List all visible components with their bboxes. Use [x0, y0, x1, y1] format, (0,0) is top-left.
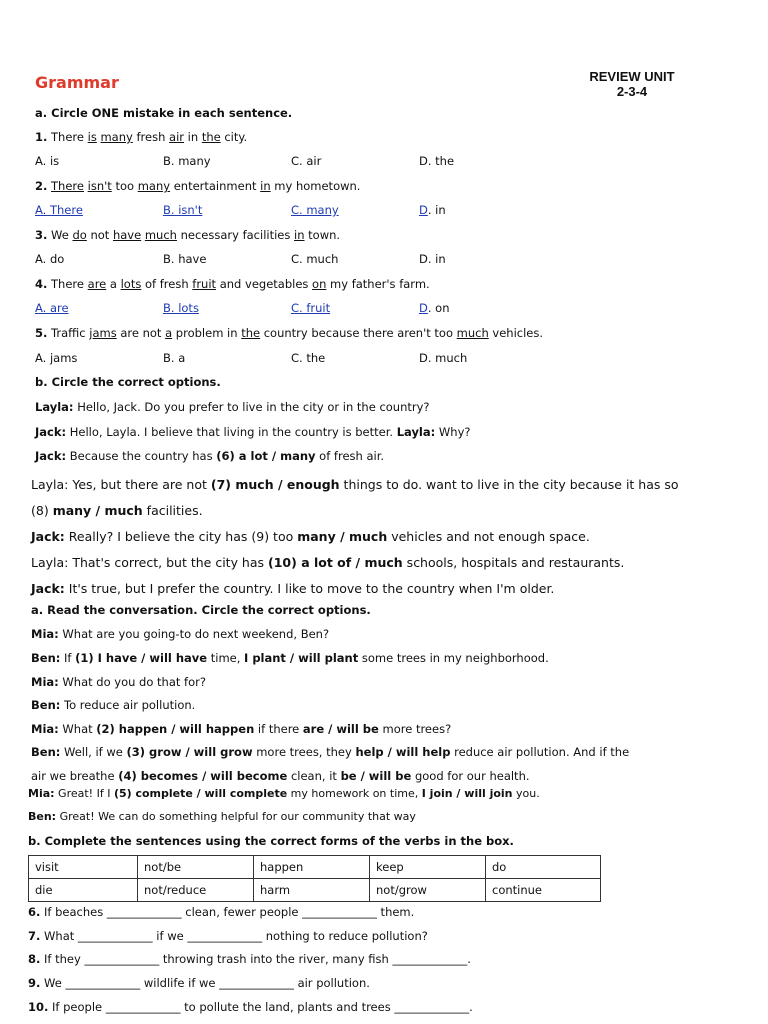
line-text: of fresh air.: [315, 449, 385, 463]
question-2: [35, 179, 360, 193]
line-text: Hello, Jack. Do you prefer to live in the city or in the country?: [73, 400, 430, 414]
line-text: Well, if we: [60, 745, 127, 759]
speaker: Layla:: [396, 425, 436, 439]
answer-options[interactable]: are / will be: [302, 722, 379, 736]
answer-options[interactable]: (7) much / enough: [210, 477, 340, 492]
verb-cell: visit: [29, 856, 138, 879]
question-4: [35, 277, 430, 291]
sentence-number: 9.: [28, 976, 41, 990]
review-unit-line2: 2-3-4: [616, 84, 648, 99]
q-underline[interactable]: much: [144, 228, 177, 242]
q-underline[interactable]: in: [260, 179, 271, 193]
line-text: air we breathe: [31, 769, 119, 783]
section-a-title: a. Circle ONE mistake in each sentence.: [35, 106, 293, 120]
line-text: more trees, they: [252, 745, 356, 759]
answer-options[interactable]: many / much: [297, 529, 388, 544]
q-text: town.: [304, 228, 341, 242]
dialogue-line-3: [35, 449, 384, 463]
conversation-line-2: [31, 651, 549, 665]
dialogue-line-2: [35, 425, 470, 439]
line-text: What: [58, 722, 97, 736]
q4-option-d[interactable]: [419, 301, 450, 315]
q3-option-b[interactable]: B. have: [163, 252, 207, 266]
dialogue-line-5: [31, 503, 203, 518]
sentence-text[interactable]: We _____________ wildlife if we _____________ air pollution.: [40, 976, 370, 990]
dialogue-line-6: [31, 529, 590, 544]
conversation-line-8: [28, 787, 540, 801]
q1-option-c[interactable]: C. air: [291, 154, 322, 168]
q-underline[interactable]: jams: [89, 326, 117, 340]
dialogue-line-8: [31, 581, 554, 596]
question-number: 1.: [35, 130, 48, 144]
speaker: Jack:: [35, 425, 67, 439]
q-underline[interactable]: on: [312, 277, 327, 291]
verb-cell: continue: [486, 879, 601, 902]
dialogue-line-1: [35, 400, 430, 414]
q-text: of fresh: [141, 277, 193, 291]
q5-option-d[interactable]: D. much: [419, 351, 468, 365]
line-text: Because the country has: [66, 449, 217, 463]
line-text: What do you do that for?: [58, 675, 206, 689]
q4-option-a[interactable]: A. are: [35, 301, 69, 315]
q1-option-d[interactable]: D. the: [419, 154, 455, 168]
line-text: Great! If I: [54, 787, 114, 800]
speaker: Ben:: [28, 810, 57, 823]
speaker: Mia:: [31, 722, 59, 736]
q-underline[interactable]: isn't: [87, 179, 112, 193]
review-unit-line1: REVIEW UNIT: [589, 69, 675, 84]
verb-cell: not/reduce: [138, 879, 254, 902]
answer-options[interactable]: help / will help: [355, 745, 451, 759]
q-text: country because there aren't too: [260, 326, 457, 340]
answer-options[interactable]: be / will be: [340, 769, 412, 783]
verb-row: [29, 879, 601, 902]
speaker: Jack:: [35, 449, 67, 463]
conversation-line-3: [31, 675, 206, 689]
q-underline[interactable]: many: [137, 179, 171, 193]
question-number: 3.: [35, 228, 48, 242]
q-text: are not: [116, 326, 166, 340]
dialogue-line-4: [31, 477, 679, 492]
speaker: Ben:: [31, 698, 61, 712]
speaker: Ben:: [31, 651, 61, 665]
q-text: too: [111, 179, 138, 193]
speaker: Layla:: [35, 400, 74, 414]
conversation-line-4: [31, 698, 195, 712]
q4-option-d-letter[interactable]: D: [419, 301, 428, 315]
q3-option-d[interactable]: D. in: [419, 252, 446, 266]
q-underline[interactable]: fruit: [192, 277, 217, 291]
line-text: good for our health.: [411, 769, 530, 783]
answer-options[interactable]: (3) grow / will grow: [126, 745, 253, 759]
sentence-text[interactable]: What _____________ if we _____________ nothing to reduce pollution?: [40, 929, 428, 943]
q-underline[interactable]: are: [87, 277, 107, 291]
answer-options[interactable]: (5) complete / will complete: [113, 787, 288, 800]
conversation-line-6: [31, 745, 629, 759]
section2-a-title: a. Read the conversation. Circle the correct options.: [31, 603, 371, 617]
q-text: a: [106, 277, 121, 291]
sentence-number: 7.: [28, 929, 41, 943]
verb-cell: do: [486, 856, 601, 879]
verb-cell: harm: [254, 879, 370, 902]
q-underline[interactable]: have: [112, 228, 142, 242]
line-text: Hello, Layla. I believe that living in the country is better.: [66, 425, 397, 439]
line-text: clean, it: [287, 769, 341, 783]
q-text: We: [51, 228, 73, 242]
sentence-number: 8.: [28, 952, 41, 966]
verb-cell: not/be: [138, 856, 254, 879]
line-text: : That's correct, but the city has: [64, 555, 269, 570]
sentence-8: [28, 952, 471, 966]
verb-cell: keep: [370, 856, 486, 879]
q5-option-a[interactable]: A. jams: [35, 351, 78, 365]
sentence-number: 10.: [28, 1000, 49, 1014]
answer-options[interactable]: I join / will join: [421, 787, 513, 800]
line-text: time,: [207, 651, 245, 665]
line-text: Yes, but there are not: [68, 477, 211, 492]
q-underline[interactable]: the: [241, 326, 261, 340]
grammar-heading: Grammar: [35, 73, 119, 92]
line-text: my homework on time,: [287, 787, 422, 800]
speaker: Mia:: [28, 787, 55, 800]
q2-option-b[interactable]: B. isn't: [163, 203, 203, 217]
sentence-number: 6.: [28, 905, 41, 919]
answer-options[interactable]: many / much: [52, 503, 143, 518]
q4-option-c[interactable]: C. fruit: [291, 301, 331, 315]
q-underline[interactable]: many: [100, 130, 133, 144]
sentence-text[interactable]: If they _____________ throwing trash into the river, many fish _____________.: [40, 952, 471, 966]
line-text: reduce air pollution. And if the: [450, 745, 630, 759]
verb-cell: not/grow: [370, 879, 486, 902]
sentence-7: [28, 929, 428, 943]
line-text: if there: [254, 722, 303, 736]
answer-options[interactable]: (4) becomes / will become: [118, 769, 288, 783]
speaker: Layla:: [31, 477, 69, 492]
conversation-line-7: [31, 769, 530, 783]
q-text: my hometown.: [270, 179, 361, 193]
q-underline[interactable]: do: [72, 228, 87, 242]
q-underline[interactable]: is: [87, 130, 97, 144]
verb-cell: die: [29, 879, 138, 902]
speaker: Jack:: [31, 529, 65, 544]
line-text: What are you going-to do next weekend, Ben?: [58, 627, 330, 641]
line-text: (8): [31, 503, 53, 518]
speaker: Layla: [31, 555, 65, 570]
q-text: There: [51, 130, 88, 144]
line-text: If: [60, 651, 76, 665]
review-unit-title: [578, 69, 686, 99]
q2-option-d-letter[interactable]: D: [419, 203, 428, 217]
q-underline[interactable]: in: [294, 228, 305, 242]
line-text: things to do. want to live in the city because it has so: [339, 477, 679, 492]
answer-options[interactable]: (10) a lot of / much: [268, 555, 403, 570]
sentence-text[interactable]: If people _____________ to pollute the land, plants and trees _____________.: [48, 1000, 473, 1014]
verb-cell: happen: [254, 856, 370, 879]
q-text: necessary facilities: [176, 228, 295, 242]
line-text: Really? I believe the city has (9) too: [64, 529, 298, 544]
sentence-text[interactable]: If beaches _____________ clean, fewer people _____________ them.: [40, 905, 415, 919]
section2-b-title: b. Complete the sentences using the correct forms of the verbs in the box.: [28, 834, 514, 848]
line-text: Great! We can do something helpful for our community that way: [56, 810, 416, 823]
q1-option-b[interactable]: B. many: [163, 154, 211, 168]
section-b-title: b. Circle the correct options.: [35, 375, 221, 389]
q4-option-b[interactable]: B. lots: [163, 301, 199, 315]
q-text: entertainment: [170, 179, 261, 193]
line-text: To reduce air pollution.: [60, 698, 196, 712]
q-underline[interactable]: There: [51, 179, 84, 193]
sentence-6: [28, 905, 414, 919]
question-number: 5.: [35, 326, 48, 340]
line-text: schools, hospitals and restaurants.: [402, 555, 625, 570]
q-text: fresh: [132, 130, 170, 144]
q2-option-a[interactable]: A. There: [35, 203, 83, 217]
answer-options[interactable]: (1) I have / will have: [75, 651, 208, 665]
q-text: vehicles.: [488, 326, 544, 340]
q5-option-b[interactable]: B. a: [163, 351, 186, 365]
q3-option-c[interactable]: C. much: [291, 252, 339, 266]
q3-option-a[interactable]: A. do: [35, 252, 65, 266]
verb-row: [29, 856, 601, 879]
q-text: my father's farm.: [326, 277, 430, 291]
q-underline[interactable]: air: [169, 130, 185, 144]
q4-option-d-text: . on: [427, 301, 450, 315]
q2-option-c[interactable]: C. many: [291, 203, 339, 217]
question-number: 2.: [35, 179, 48, 193]
q2-option-d[interactable]: [419, 203, 446, 217]
verb-box: [28, 855, 601, 902]
line-text: facilities.: [142, 503, 203, 518]
q-text: There: [51, 277, 88, 291]
dialogue-line-7: [31, 555, 624, 570]
line-text: some trees in my neighborhood.: [358, 651, 549, 665]
q-text: not: [86, 228, 113, 242]
q-text: Traffic: [51, 326, 90, 340]
question-3: [35, 228, 340, 242]
sentence-9: [28, 976, 370, 990]
conversation-line-5: [31, 722, 451, 736]
answer-options[interactable]: I plant / will plant: [244, 651, 359, 665]
speaker: Jack:: [31, 581, 65, 596]
q-text: in: [184, 130, 202, 144]
line-text: Why?: [435, 425, 471, 439]
q2-option-d-text: . in: [427, 203, 446, 217]
line-text: It's true, but I prefer the country. I like to move to the country when I'm older.: [64, 581, 555, 596]
conversation-line-9: [28, 810, 416, 824]
speaker: Mia:: [31, 627, 59, 641]
q5-option-c[interactable]: C. the: [291, 351, 326, 365]
question-5: [35, 326, 543, 340]
line-text: you.: [512, 787, 540, 800]
speaker: Ben:: [31, 745, 61, 759]
q-underline[interactable]: the: [201, 130, 221, 144]
q1-option-a[interactable]: A. is: [35, 154, 60, 168]
answer-options[interactable]: (6) a lot / many: [216, 449, 316, 463]
q-underline[interactable]: lots: [120, 277, 142, 291]
q-text: problem in: [172, 326, 242, 340]
q-underline[interactable]: much: [456, 326, 489, 340]
q-underline[interactable]: a: [165, 326, 173, 340]
line-text: vehicles and not enough space.: [387, 529, 590, 544]
q-text: and vegetables: [216, 277, 313, 291]
sentence-10: [28, 1000, 473, 1014]
conversation-line-1: [31, 627, 329, 641]
question-1: [35, 130, 247, 144]
question-number: 4.: [35, 277, 48, 291]
answer-options[interactable]: (2) happen / will happen: [96, 722, 255, 736]
q-text: city.: [220, 130, 248, 144]
speaker: Mia:: [31, 675, 59, 689]
line-text: more trees?: [378, 722, 452, 736]
